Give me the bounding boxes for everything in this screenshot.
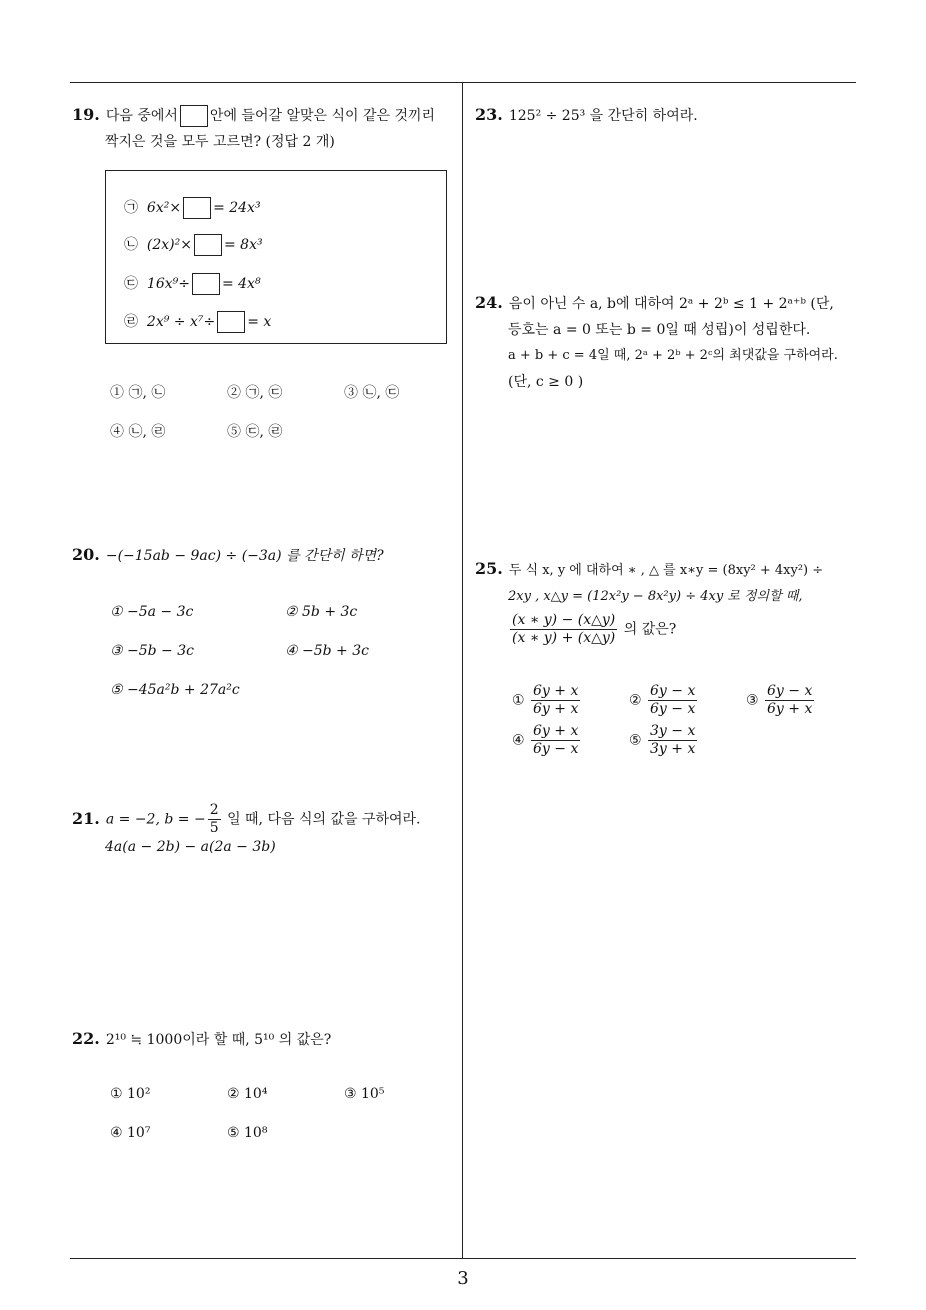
question-text: 등호는 a = 0 또는 b = 0일 때 성립)이 성립한다. [508,322,811,338]
condition-item: ㉣ 2x⁹ ÷ x⁷÷ = x [124,311,271,333]
question-text: 음이 아닌 수 a, b에 대하여 2ᵃ + 2ᵇ ≤ 1 + 2ᵃ⁺ᵇ (단, [508,296,834,312]
question-20 [72,542,457,569]
answer-option[interactable]: ⑤ ㉢, ㉣ [227,424,283,440]
question-text: 두 식 x, y 에 대하여 ∗ , △ 를 x∗y = (8xy² + 4xy²) ÷ [508,563,824,578]
question-number: 20. [72,545,100,564]
question-text: 짝지은 것을 모두 고르면? (정답 2 개) [105,134,335,150]
answer-option[interactable]: ③ ㉡, ㉢ [344,385,400,401]
question-19 [72,102,457,155]
answer-option[interactable]: ② $\frac{6y - x}{6y - x}$ [629,683,696,717]
condition-item: ㉢ 16x⁹÷ = 4x⁸ [124,273,261,295]
question-24 [475,290,860,395]
question-21 [72,802,457,855]
answer-option[interactable]: ⑤ $\frac{3y - x}{3y + x}$ [629,723,696,757]
expression: 4a(a − 2b) − a(2a − 3b) [105,839,276,855]
answer-option[interactable]: ⑤ 10⁸ [227,1125,268,1141]
question-text: a + b + c = 4일 때, 2ᵃ + 2ᵇ + 2ᶜ의 최댓값을 구하여라. [508,348,838,363]
question-number: 24. [475,293,503,312]
top-rule [70,82,856,83]
blank-box [217,311,245,333]
fraction: $\frac{6y - x}{6y + x}$ [767,683,813,717]
fraction: $\frac{6y + x}{6y - x}$ [533,723,579,757]
question-number: 21. [72,808,100,828]
blank-box [192,273,220,295]
answer-option[interactable]: ① $\frac{6y + x}{6y + x}$ [512,683,579,717]
question-23 [475,102,860,129]
blank-box [183,197,211,219]
answer-option[interactable]: ③ $\frac{6y - x}{6y + x}$ [746,683,813,717]
question-text: 다음 중에서 [105,108,178,124]
condition-box [105,170,447,344]
blank-box [180,105,208,127]
question-text: 안에 들어갈 알맞은 식이 같은 것끼리 [209,108,436,124]
fraction: $\frac{6y + x}{6y + x}$ [533,683,579,717]
question-text: 일 때, 다음 식의 값을 구하여라. [227,811,421,828]
question-text: a = −2, b = − [105,811,206,828]
question-number: 23. [475,105,503,124]
question-text: (단, c ≥ 0 ) [508,374,584,390]
answer-option[interactable]: ④ $\frac{6y + x}{6y - x}$ [512,723,579,757]
fraction: $\frac{6y - x}{6y - x}$ [650,683,696,717]
fraction: $\frac{3y - x}{3y + x}$ [650,723,696,757]
answer-option[interactable]: ① ㉠, ㉡ [110,385,166,401]
answer-option[interactable]: ② ㉠, ㉢ [227,385,283,401]
answer-option[interactable]: ③ 10⁵ [344,1086,385,1102]
question-text: −(−15ab − 9ac) ÷ (−3a) 를 간단히 하면? [105,548,384,564]
question-number: 22. [72,1029,100,1048]
answer-option[interactable]: ⑤ −45a²b + 27a²c [110,682,240,698]
answer-option[interactable]: ④ ㉡, ㉣ [110,424,166,440]
answer-option[interactable]: ④ 10⁷ [110,1125,151,1141]
fraction: $\frac{(x ∗ y) - (x\triangle y)}{(x ∗ y) + (x\triangle y)}$ [512,612,616,646]
question-number: 19. [72,105,100,124]
question-text: 2xy , x△y = (12x²y − 8x²y) ÷ 4xy 로 정의할 때, [508,589,803,604]
question-text: 의 값은? [623,621,677,638]
page-number: 3 [457,1268,469,1289]
question-number: 25. [475,559,503,578]
fraction: $\frac{2}{5}$ [209,802,219,836]
condition-item: ㉠ 6x²× = 24x³ [124,197,261,219]
answer-option[interactable]: ④ −5b + 3c [285,643,369,659]
answer-option[interactable]: ① −5a − 3c [110,604,194,620]
column-divider [462,82,463,1258]
question-25 [475,556,860,647]
answer-option[interactable]: ② 5b + 3c [285,604,358,620]
answer-option[interactable]: ③ −5b − 3c [110,643,194,659]
question-text: 125² ÷ 25³ 을 간단히 하여라. [508,108,698,124]
answer-option[interactable]: ② 10⁴ [227,1086,268,1102]
blank-box [194,234,222,256]
question-text: 2¹⁰ ≒ 1000이라 할 때, 5¹⁰ 의 값은? [105,1032,332,1048]
answer-option[interactable]: ① 10² [110,1086,151,1102]
question-22 [72,1026,457,1053]
condition-item: ㉡ (2x)²× = 8x³ [124,234,263,256]
bottom-rule [70,1258,856,1259]
